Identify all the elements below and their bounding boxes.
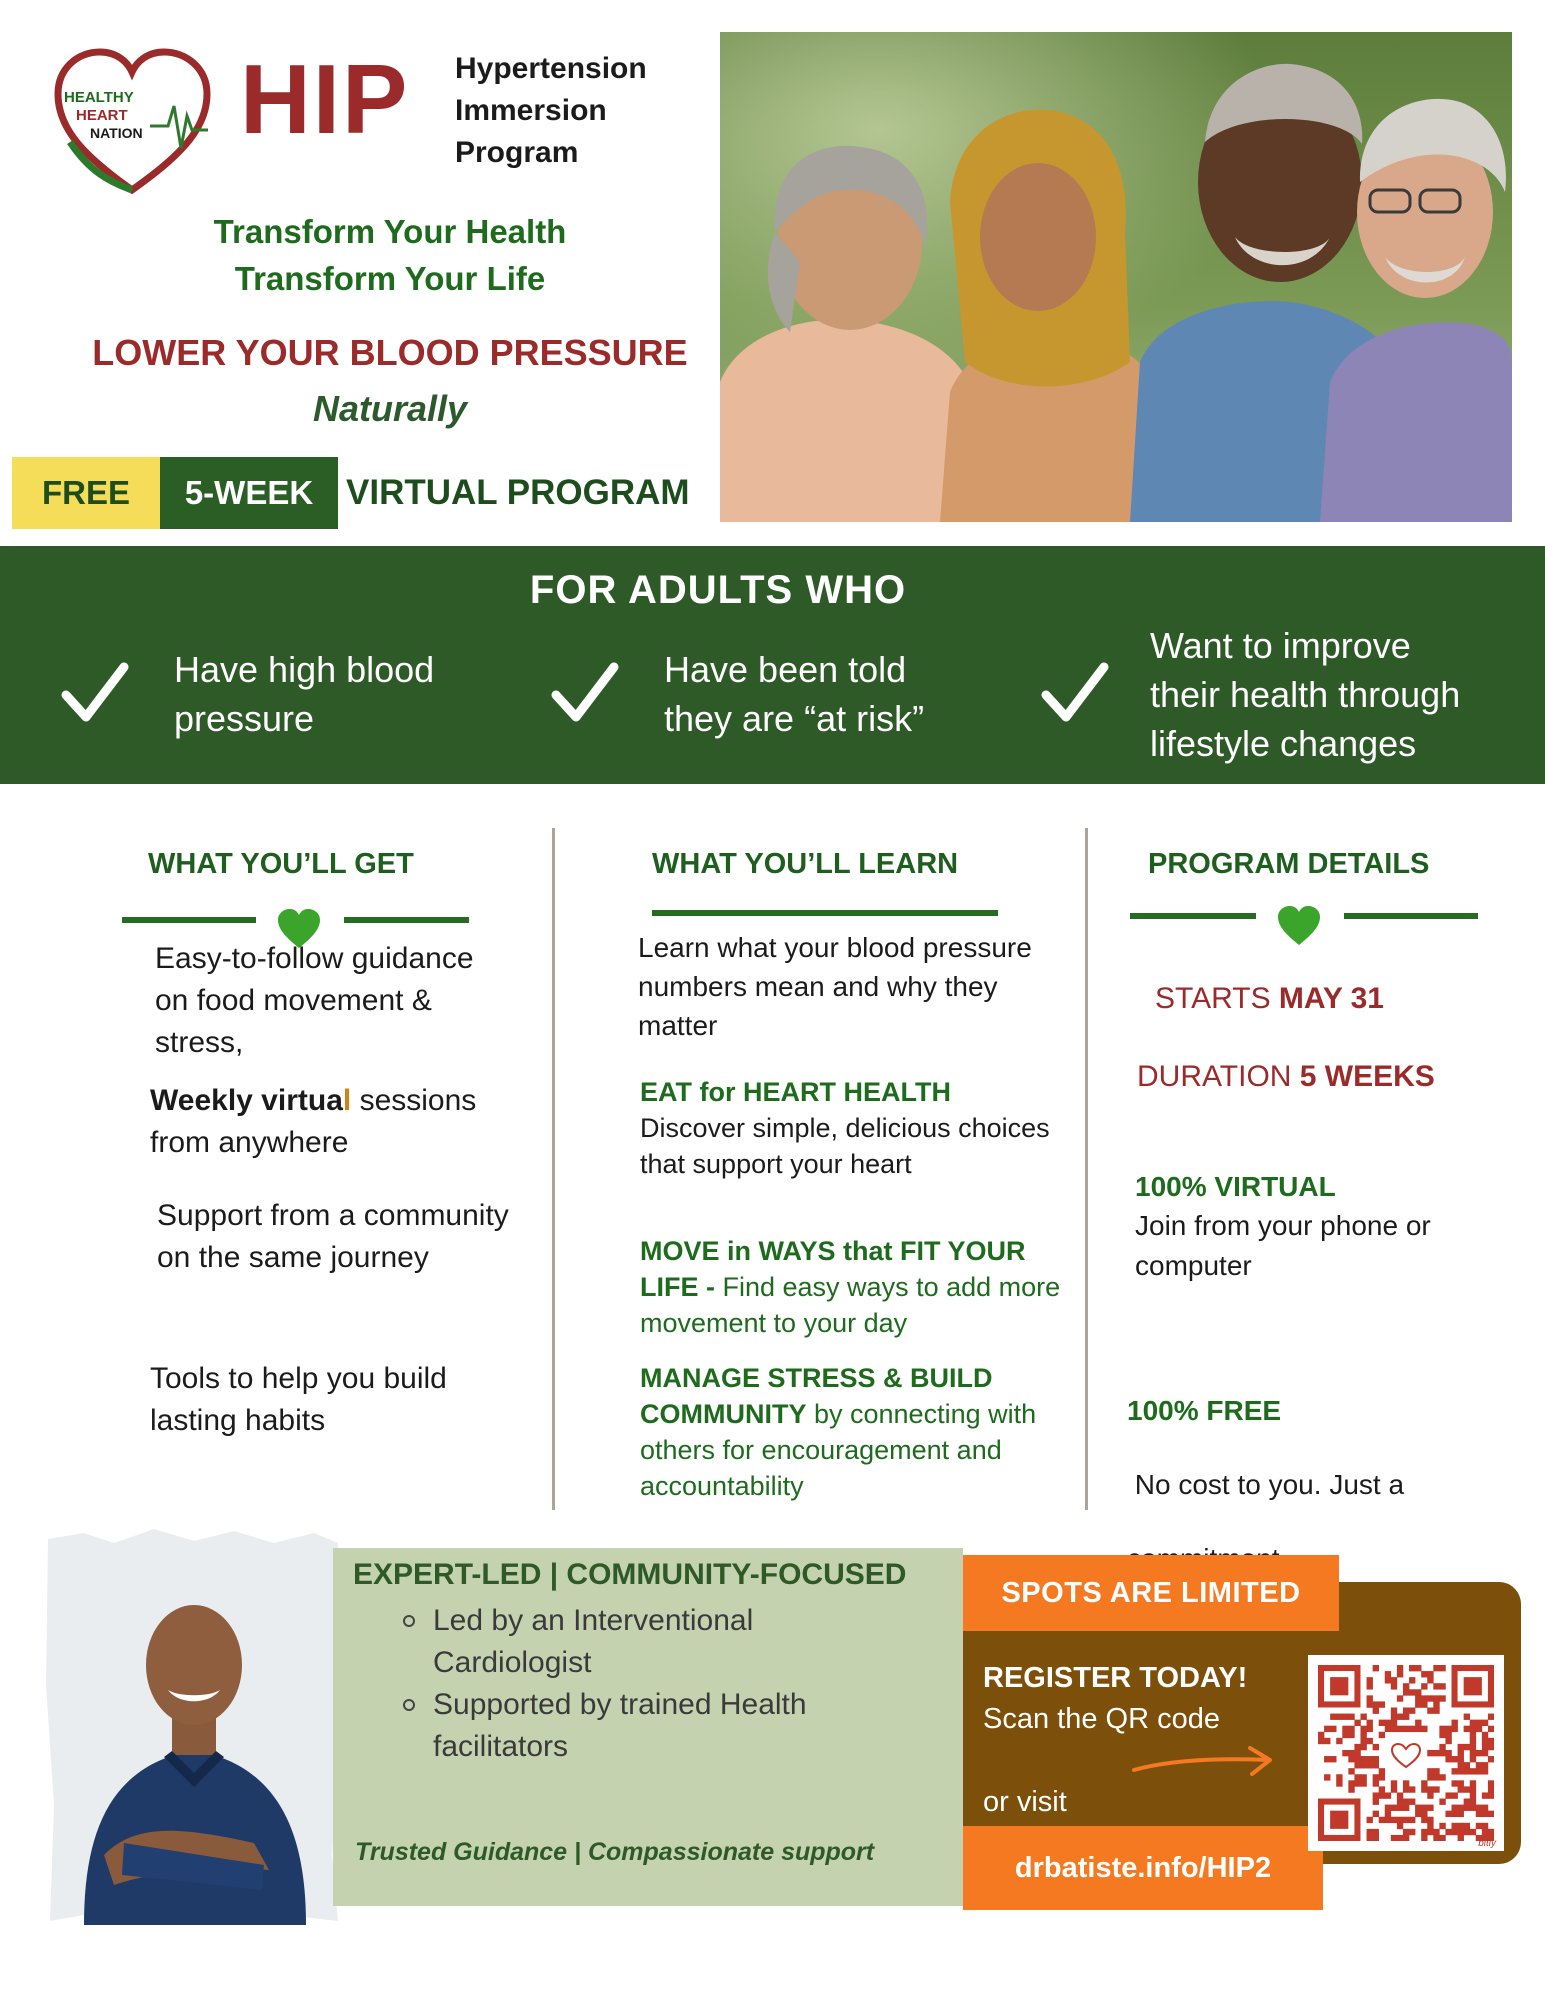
svg-text:NATION: NATION bbox=[90, 125, 143, 141]
heart-icon bbox=[1276, 905, 1322, 947]
svg-text:HEART: HEART bbox=[76, 107, 128, 124]
scan-qr-text: Scan the QR code bbox=[983, 1703, 1220, 1735]
bitly-mark: bitly bbox=[1478, 1838, 1496, 1849]
adults-who-title: FOR ADULTS WHO bbox=[529, 568, 907, 612]
criterion-lifestyle: Want to improve their health through lifestyle changes bbox=[1040, 614, 1460, 774]
expert-list bbox=[433, 1600, 873, 1768]
subheadline: Naturally bbox=[312, 388, 468, 429]
heading-rule bbox=[1344, 913, 1478, 919]
what-youll-learn-heading: WHAT YOU’LL LEARN bbox=[652, 848, 959, 880]
arrow-right-icon bbox=[1130, 1740, 1278, 1780]
column-divider bbox=[552, 828, 555, 1510]
heading-rule bbox=[344, 917, 469, 923]
heading-rule bbox=[1130, 913, 1256, 919]
hip-wordmark: HIP bbox=[240, 44, 410, 154]
expert-list-item: Supported by trained Health facilitators bbox=[433, 1684, 873, 1768]
free-badge: FREE bbox=[12, 457, 160, 529]
heading-rule bbox=[652, 910, 998, 916]
registration-link[interactable]: drbatiste.info/HIP2 bbox=[963, 1826, 1323, 1910]
register-title: REGISTER TODAY! bbox=[983, 1662, 1248, 1694]
get-item-guidance: Easy-to-follow guidance on food movement & stress, bbox=[155, 942, 474, 1059]
or-visit-text: or visit bbox=[983, 1786, 1067, 1818]
criterion-at-risk: Have been told they are “at risk” bbox=[550, 614, 924, 774]
get-item-weekly-sessions: Weekly virtual sessions from anywhere bbox=[150, 1084, 477, 1159]
detail-duration: DURATION 5 WEEKS bbox=[1137, 1060, 1435, 1093]
program-name: Hypertension Immersion Program bbox=[455, 52, 647, 169]
expert-led-box bbox=[333, 1548, 963, 1906]
spots-limited-banner: SPOTS ARE LIMITED bbox=[963, 1555, 1339, 1631]
checkmark-icon bbox=[1040, 659, 1110, 729]
five-week-badge: 5-WEEK bbox=[160, 457, 338, 529]
learn-eat: EAT for HEART HEALTH Discover simple, delicious choices that support your heart bbox=[640, 1077, 1050, 1179]
get-item-community: Support from a community on the same journey bbox=[157, 1199, 509, 1274]
heading-rule bbox=[122, 917, 256, 923]
cardiologist-photo bbox=[44, 1525, 340, 1925]
detail-starts: STARTS MAY 31 bbox=[1155, 982, 1384, 1015]
expert-led-heading: EXPERT-LED | COMMUNITY-FOCUSED bbox=[353, 1558, 907, 1591]
tagline: Transform Your Health Transform Your Life bbox=[213, 213, 567, 297]
virtual-program-label: VIRTUAL PROGRAM bbox=[346, 473, 690, 512]
detail-free: 100% FREE No cost to you. Just a bbox=[1127, 1395, 1405, 1500]
what-youll-get-heading: WHAT YOU’LL GET bbox=[148, 848, 414, 880]
detail-virtual: 100% VIRTUAL Join from your phone or computer bbox=[1135, 1171, 1431, 1281]
checkmark-icon bbox=[550, 659, 620, 729]
adults-who-band bbox=[0, 546, 1545, 784]
expert-list-item: Led by an Interventional Cardiologist bbox=[433, 1600, 853, 1684]
checkmark-icon bbox=[60, 659, 130, 729]
seniors-photo bbox=[720, 32, 1512, 522]
get-item-tools: Tools to help you build lasting habits bbox=[150, 1362, 447, 1437]
column-divider bbox=[1085, 828, 1088, 1510]
program-details-heading: PROGRAM DETAILS bbox=[1148, 848, 1430, 880]
qr-code[interactable] bbox=[1308, 1655, 1504, 1851]
learn-stress: MANAGE STRESS & BUILD COMMUNITY by connecting with others for encouragement and accountability bbox=[640, 1363, 1037, 1501]
learn-move: MOVE in WAYS that FIT YOUR LIFE - Find easy ways to add more movement to your day bbox=[640, 1236, 1061, 1338]
svg-text:HEALTHY: HEALTHY bbox=[64, 89, 134, 106]
expert-footer: Trusted Guidance | Compassionate support bbox=[355, 1838, 875, 1866]
headline: LOWER YOUR BLOOD PRESSURE bbox=[92, 332, 688, 373]
qr-code-icon bbox=[1318, 1665, 1494, 1841]
criterion-high-bp: Have high blood pressure bbox=[60, 614, 434, 774]
healthy-heart-nation-logo bbox=[50, 44, 215, 199]
learn-intro: Learn what your blood pressure numbers mean and why they matter bbox=[638, 932, 1032, 1041]
